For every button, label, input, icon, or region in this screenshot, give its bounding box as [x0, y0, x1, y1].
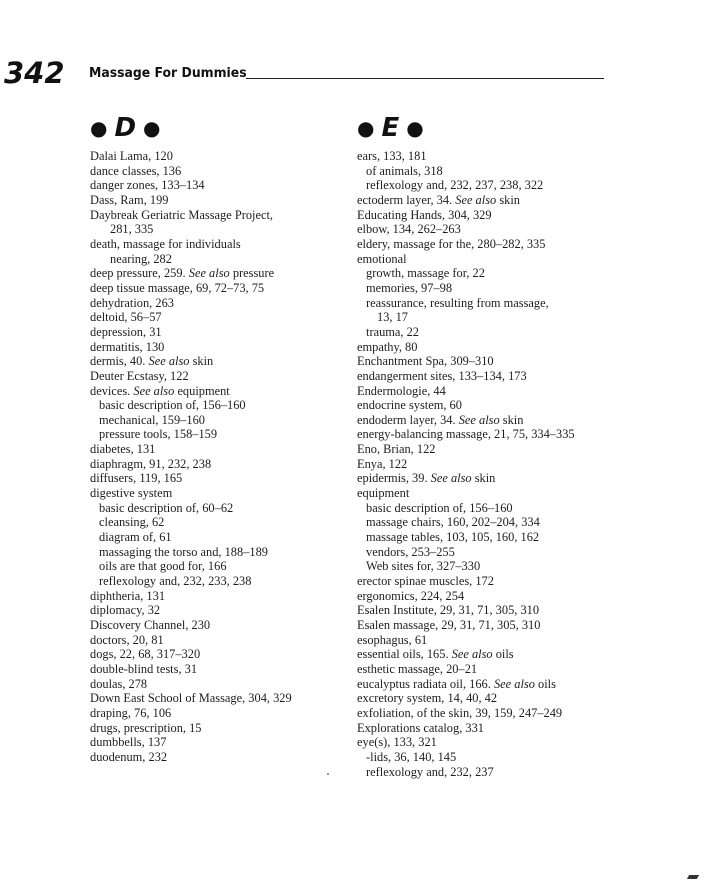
index-entry — [357, 310, 657, 325]
index-entry-text: Educating Hands, 304, 329 — [357, 207, 492, 222]
index-entry-text: reflexology and, 232, 233, 238 — [99, 574, 252, 589]
index-entry-text: Esalen massage, 29, 31, 71, 305, 310 — [357, 618, 541, 632]
index-entry — [90, 442, 390, 457]
index-entry-text: eucalyptus radiata oil, 166. — [357, 676, 491, 691]
index-entry — [90, 457, 390, 472]
index-entry — [90, 530, 390, 545]
index-entry-text: diaphragm, 91, 232, 238 — [90, 456, 212, 471]
index-entry — [357, 677, 657, 692]
index-entry-text: esthetic massage, 20–21 — [357, 661, 478, 676]
bullet-dot-icon: ● — [406, 116, 424, 140]
index-entry — [90, 384, 390, 399]
corner-mark — [687, 875, 699, 879]
index-entry — [357, 325, 657, 340]
index-entry — [357, 164, 657, 179]
index-column-d — [90, 110, 390, 765]
index-entry — [357, 589, 657, 604]
index-entry-text: Explorations catalog, 331 — [357, 720, 484, 735]
index-entry-text: of animals, 318 — [366, 163, 443, 178]
index-entry-text: dehydration, 263 — [90, 295, 174, 310]
index-entry-text: doctors, 20, 81 — [90, 632, 164, 647]
index-entry-text: deep tissue massage, 69, 72–73, 75 — [90, 280, 265, 295]
index-entry — [90, 706, 390, 721]
index-entry-text: drugs, prescription, 15 — [90, 720, 202, 735]
index-entry — [357, 471, 657, 486]
index-entry-text: deltoid, 56–57 — [90, 310, 162, 325]
index-entry-text: massaging the torso and, 188–189 — [99, 544, 268, 559]
index-entry — [357, 193, 657, 208]
index-entry — [90, 471, 390, 486]
index-entry — [357, 530, 657, 545]
index-entry — [90, 589, 390, 604]
index-entry — [357, 354, 657, 369]
index-entry-text: exfoliation, of the skin, 39, 159, 247–249 — [357, 705, 563, 720]
index-entry-text: endangerment sites, 133–134, 173 — [357, 368, 527, 383]
index-entry-text: endoderm layer, 34. — [357, 412, 456, 427]
index-entry — [90, 427, 390, 442]
index-entry-text: Deuter Ecstasy, 122 — [90, 368, 189, 383]
index-entry — [90, 208, 390, 223]
index-entry-text: elbow, 134, 262–263 — [357, 222, 461, 237]
index-entry — [357, 178, 657, 193]
index-entry-text: emotional — [357, 251, 407, 266]
index-entry — [90, 296, 390, 311]
section-letter: D — [114, 113, 137, 143]
index-entry — [357, 384, 657, 399]
index-entry — [90, 501, 390, 516]
see-also-label: See also — [133, 383, 175, 398]
index-entry — [357, 559, 657, 574]
index-entry — [357, 750, 657, 765]
see-also-target: equipment — [177, 383, 230, 398]
index-entry-text: duodenum, 232 — [90, 749, 168, 764]
index-entry — [90, 149, 390, 164]
index-entry-text: growth, massage for, 22 — [366, 266, 485, 281]
index-entry-text: dermis, 40. — [90, 354, 146, 369]
index-entry — [357, 765, 657, 780]
index-entry-text: dumbbells, 137 — [90, 735, 167, 750]
see-also-target: skin — [474, 471, 496, 486]
index-entry-text: excretory system, 14, 40, 42 — [357, 691, 498, 706]
index-entry — [90, 369, 390, 384]
index-entry — [357, 633, 657, 648]
index-entry-text: empathy, 80 — [357, 339, 418, 354]
index-entry — [357, 574, 657, 589]
index-entry — [90, 413, 390, 428]
index-entry — [90, 647, 390, 662]
index-entry — [90, 559, 390, 574]
index-entry — [357, 237, 657, 252]
index-entry-text: Eno, Brian, 122 — [357, 442, 436, 457]
index-entry-text: Discovery Channel, 230 — [90, 618, 211, 632]
index-entry — [90, 354, 390, 369]
index-entry-text: Down East School of Massage, 304, 329 — [90, 691, 292, 706]
index-entry-text: dance classes, 136 — [90, 163, 182, 178]
index-entry — [90, 281, 390, 296]
index-entry-text: digestive system — [90, 486, 173, 501]
index-entry-text: diffusers, 119, 165 — [90, 471, 183, 486]
index-entry — [357, 545, 657, 560]
index-entry-text: Esalen Institute, 29, 31, 71, 305, 310 — [357, 603, 540, 618]
index-entry-text: diagram of, 61 — [99, 530, 172, 545]
index-entry-text: double-blind tests, 31 — [90, 661, 198, 676]
index-entry-text: diabetes, 131 — [90, 442, 156, 457]
index-entry-text: basic description of, 156–160 — [99, 398, 246, 413]
bullet-dot-icon: ● — [90, 116, 108, 140]
index-entry — [357, 647, 657, 662]
see-also-target: skin — [499, 192, 520, 207]
index-entry-text: ergonomics, 224, 254 — [357, 588, 465, 603]
index-entry-text: reflexology and, 232, 237 — [366, 764, 494, 779]
index-entry-text: massage tables, 103, 105, 160, 162 — [366, 530, 540, 545]
bullet-dot-icon: ● — [143, 116, 161, 140]
index-entry — [357, 427, 657, 442]
index-entry — [357, 457, 657, 472]
index-entry-text: draping, 76, 106 — [90, 705, 172, 720]
index-entry — [90, 750, 390, 765]
index-entry-text: epidermis, 39. — [357, 471, 428, 486]
index-entry-text: reassurance, resulting from massage, — [366, 295, 549, 310]
index-entry — [90, 398, 390, 413]
index-entry — [90, 515, 390, 530]
section-heading-d — [90, 110, 390, 146]
index-entry-text: basic description of, 156–160 — [366, 500, 513, 515]
index-entry-text: Enya, 122 — [357, 456, 408, 471]
index-entry-text: death, massage for individuals — [90, 236, 241, 251]
index-entry — [357, 618, 657, 633]
index-entry-text: energy-balancing massage, 21, 75, 334–335 — [357, 427, 575, 442]
index-entry — [357, 296, 657, 311]
page-header — [4, 56, 604, 90]
see-also-target: skin — [502, 412, 524, 427]
index-entry — [90, 178, 390, 193]
index-entry — [90, 603, 390, 618]
index-entry-text: 13, 17 — [377, 310, 408, 325]
see-also-label: See also — [451, 647, 493, 662]
index-entry-text: doulas, 278 — [90, 676, 148, 691]
index-entry — [357, 266, 657, 281]
index-entry-text: ears, 133, 181 — [357, 149, 427, 163]
index-entry — [90, 486, 390, 501]
index-entry — [357, 603, 657, 618]
index-entry — [90, 633, 390, 648]
index-entry-text: danger zones, 133–134 — [90, 178, 205, 193]
see-also-target: pressure — [232, 266, 275, 281]
index-entry-text: endocrine system, 60 — [357, 398, 462, 413]
index-entry — [90, 222, 390, 237]
index-entry — [90, 325, 390, 340]
index-entry-text: cleansing, 62 — [99, 515, 165, 530]
index-entry-text: vendors, 253–255 — [366, 544, 455, 559]
index-entry-text: essential oils, 165. — [357, 647, 449, 662]
index-entry-text: 281, 335 — [110, 222, 154, 237]
index-entry-text: esophagus, 61 — [357, 632, 428, 647]
index-entry — [90, 266, 390, 281]
index-entry-text: eldery, massage for the, 280–282, 335 — [357, 236, 546, 251]
index-entry — [357, 281, 657, 296]
index-entry — [90, 677, 390, 692]
index-entry — [90, 193, 390, 208]
header-rule — [246, 78, 604, 79]
index-entry-text: Enchantment Spa, 309–310 — [357, 354, 494, 369]
index-entry-text: devices. — [90, 383, 131, 398]
index-entry — [90, 574, 390, 589]
see-also-target: skin — [192, 354, 214, 369]
see-also-label: See also — [455, 192, 497, 207]
index-entry — [357, 706, 657, 721]
index-entry-text: dermatitis, 130 — [90, 339, 165, 354]
index-entry — [357, 515, 657, 530]
index-entry — [357, 662, 657, 677]
index-entry-text: Web sites for, 327–330 — [366, 559, 481, 574]
index-entry-text: Dalai Lama, 120 — [90, 149, 173, 163]
index-entry — [357, 735, 657, 750]
index-entry — [357, 340, 657, 355]
index-entry — [357, 222, 657, 237]
index-entry — [357, 691, 657, 706]
see-also-target: oils — [495, 647, 514, 662]
index-entry — [357, 398, 657, 413]
index-entry — [90, 691, 390, 706]
index-entry-text: ectoderm layer, 34. — [357, 192, 453, 207]
index-entry-text: pressure tools, 158–159 — [99, 427, 218, 442]
bullet-dot-icon: ● — [357, 116, 375, 140]
see-also-label: See also — [188, 266, 230, 281]
index-entry-text: nearing, 282 — [110, 251, 172, 266]
index-entry — [90, 310, 390, 325]
index-entry — [357, 369, 657, 384]
index-column-e — [357, 110, 657, 779]
index-entry-text: equipment — [357, 486, 410, 501]
index-entry-text: reflexology and, 232, 237, 238, 322 — [366, 178, 544, 193]
index-entry — [90, 545, 390, 560]
see-also-label: See also — [493, 676, 535, 691]
index-entry — [357, 252, 657, 267]
see-also-target: oils — [538, 676, 556, 691]
index-entry — [357, 486, 657, 501]
index-entry-text: memories, 97–98 — [366, 280, 453, 295]
index-entry — [90, 662, 390, 677]
index-entry-text: oils are that good for, 166 — [99, 559, 227, 574]
index-entry-text: erector spinae muscles, 172 — [357, 574, 494, 589]
book-title: Massage For Dummies — [89, 65, 247, 81]
index-entry-list — [357, 149, 657, 779]
index-entry-text: dogs, 22, 68, 317–320 — [90, 647, 201, 662]
index-entry-list — [90, 149, 390, 765]
index-entry — [90, 735, 390, 750]
index-entry-text: diphtheria, 131 — [90, 588, 166, 603]
index-entry-text: massage chairs, 160, 202–204, 334 — [366, 515, 540, 530]
index-entry — [357, 501, 657, 516]
index-entry — [357, 442, 657, 457]
index-entry-text: mechanical, 159–160 — [99, 412, 205, 427]
index-entry-text: Dass, Ram, 199 — [90, 192, 169, 207]
index-entry — [90, 721, 390, 736]
index-entry — [90, 252, 390, 267]
section-heading-e — [357, 110, 657, 146]
scan-speck — [327, 773, 329, 775]
index-entry — [357, 413, 657, 428]
index-entry — [90, 164, 390, 179]
index-entry-text: eye(s), 133, 321 — [357, 735, 437, 750]
see-also-label: See also — [430, 471, 472, 486]
index-entry — [90, 340, 390, 355]
index-entry-text: Daybreak Geriatric Massage Project, — [90, 207, 274, 222]
index-entry-text: deep pressure, 259. — [90, 266, 186, 281]
index-entry-text: depression, 31 — [90, 324, 162, 339]
index-entry — [357, 149, 657, 164]
section-letter: E — [381, 113, 400, 143]
index-entry — [357, 721, 657, 736]
index-entry-text: diplomacy, 32 — [90, 603, 161, 618]
index-entry-text: basic description of, 60–62 — [99, 500, 234, 515]
index-entry — [90, 618, 390, 633]
see-also-label: See also — [458, 412, 500, 427]
page-number: 342 — [4, 56, 65, 90]
index-entry — [90, 237, 390, 252]
index-entry-text: trauma, 22 — [366, 324, 419, 339]
index-entry — [357, 208, 657, 223]
index-entry-text: Endermologie, 44 — [357, 383, 446, 398]
index-entry-text: -lids, 36, 140, 145 — [366, 749, 457, 764]
see-also-label: See also — [148, 354, 190, 369]
